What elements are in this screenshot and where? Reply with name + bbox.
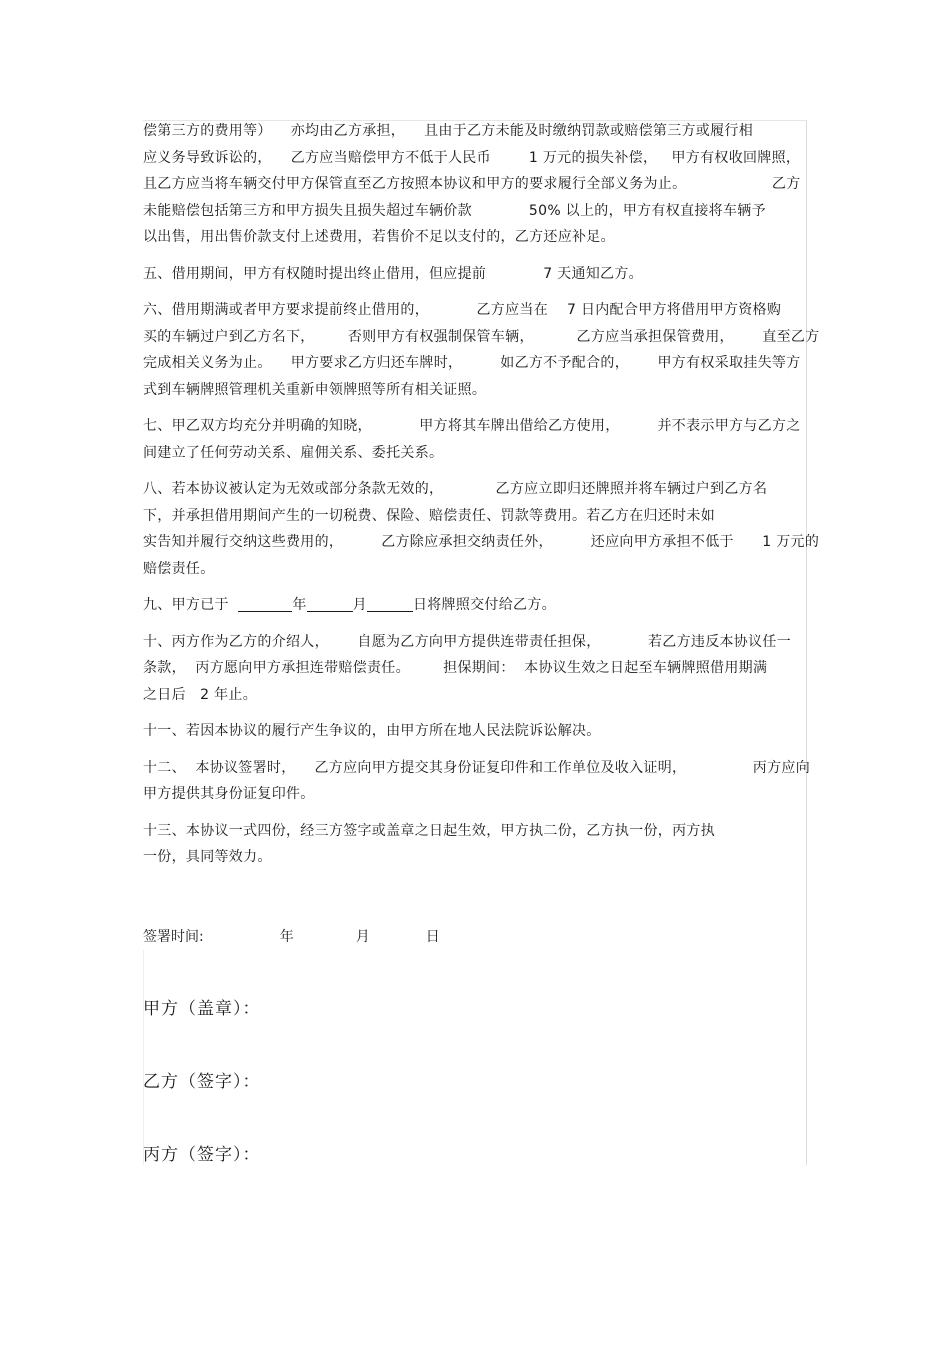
text-line: 十一、若因本协议的履行产生争议的，由甲方所在地人民法院诉讼解决。 [143,723,601,739]
text-line: 六、借用期满或者甲方要求提前终止借用的， 乙方应当在 7 日内配合甲方将借用甲方资格购 [143,302,782,318]
page-border-right [806,120,807,1165]
text-line: 七、甲乙双方均充分并明确的知晓， 甲方将其车牌出借给乙方使用， 并不表示甲方与乙方之 [143,418,801,434]
text-line [143,592,805,619]
signing-day-label: 日 [425,929,440,945]
party-b-signature: 乙方（签字）： [143,1072,261,1092]
clause-13 [143,818,805,871]
clause-10 [143,629,805,709]
text-line: 五、借用期间，甲方有权随时提出终止借用，但应提前 7 天通知乙方。 [143,265,643,282]
text-line: 甲方提供其身份证复印件。 [143,786,315,802]
text-line: 一份，具同等效力。 [143,849,272,865]
text-line: 偿第三方的费用等） 亦均由乙方承担， 且由于乙方未能及时缴纳罚款或赔偿第三方或履行相 [143,123,753,139]
clause-7 [143,413,805,466]
clause-5 [143,261,805,288]
text-line: 实告知并履行交纳这些费用的， 乙方除应承担交纳责任外， 还应向甲方承担不低于 1 万元的 [143,534,820,550]
clause-6 [143,297,820,403]
text-line: 十二、 本协议签署时， 乙方应向甲方提交其身份证复印件和工作单位及收入证明， 丙方应向 [143,759,811,776]
party-c-signature: 丙方（签字）： [143,1145,261,1165]
text-line: 以出售，用出售价款支付上述费用，若售价不足以支付的，乙方还应补足。 [143,229,615,245]
clause-12 [143,755,811,808]
clause-11 [143,718,805,745]
text-line: 下，并承担借用期间产生的一切税费、保险、赔偿责任、罚款等费用。若乙方在归还时未如 [143,507,715,524]
clause-9 [143,592,805,619]
year-blank [238,597,292,612]
text-line: 赔偿责任。 [143,560,215,577]
text-line: 之日后 2 年止。 [143,686,258,703]
text-line: 间建立了任何劳动关系、雇佣关系、委托关系。 [143,444,444,461]
signing-time-label: 签署时间: [143,929,204,945]
year-label: 年 [292,597,307,613]
text-line: 买的车辆过户到乙方名下， 否则甲方有权强制保管车辆， 乙方应当承担保管费用， 直至乙方 [143,328,820,345]
month-label: 月 [352,597,367,613]
day-blank [367,597,413,612]
text-line: 未能赔偿包括第三方和甲方损失且损失超过车辆价款 50% 以上的，甲方有权直接将车辆予 [143,202,766,219]
clause-9-prefix: 九、甲方已于 [143,597,239,613]
party-a-seal: 甲方（盖章）： [143,999,261,1019]
signing-month-label: 月 [355,929,370,945]
text-line: 且乙方应当将车辆交付甲方保管直至乙方按照本协议和甲方的要求履行全部义务为止。 乙方 [143,176,801,192]
page-border-left [143,950,144,1165]
text-line: 完成相关义务为止。 甲方要求乙方归还车牌时， 如乙方不予配合的， 甲方有权采取挂失等方 [143,355,801,371]
signing-year-label: 年 [279,929,294,945]
text-line: 八、若本协议被认定为无效或部分条款无效的， 乙方应立即归还牌照并将车辆过户到乙方名 [143,481,768,497]
text-line: 十、丙方作为乙方的介绍人， 自愿为乙方向甲方提供连带责任担保， 若乙方违反本协议任一 [143,633,791,650]
text-line: 应义务导致诉讼的， 乙方应当赔偿甲方不低于人民币 1 万元的损失补偿， 甲方有权收回牌照， [143,149,801,166]
day-label: 日将牌照交付给乙方。 [412,597,556,613]
text-line: 条款， 丙方愿向甲方承担连带赔偿责任。 担保期间： 本协议生效之日起至车辆牌照借用期满 [143,660,768,676]
text-line: 式到车辆牌照管理机关重新申领牌照等所有相关证照。 [143,381,487,398]
clause-8 [143,476,820,582]
month-blank [307,597,353,612]
text-line: 十三、本协议一式四份，经三方签字或盖章之日起生效，甲方执二份，乙方执一份，丙方执 [143,822,715,839]
contract-body [143,118,820,881]
signing-time [143,926,440,948]
clause-continued [143,118,805,251]
